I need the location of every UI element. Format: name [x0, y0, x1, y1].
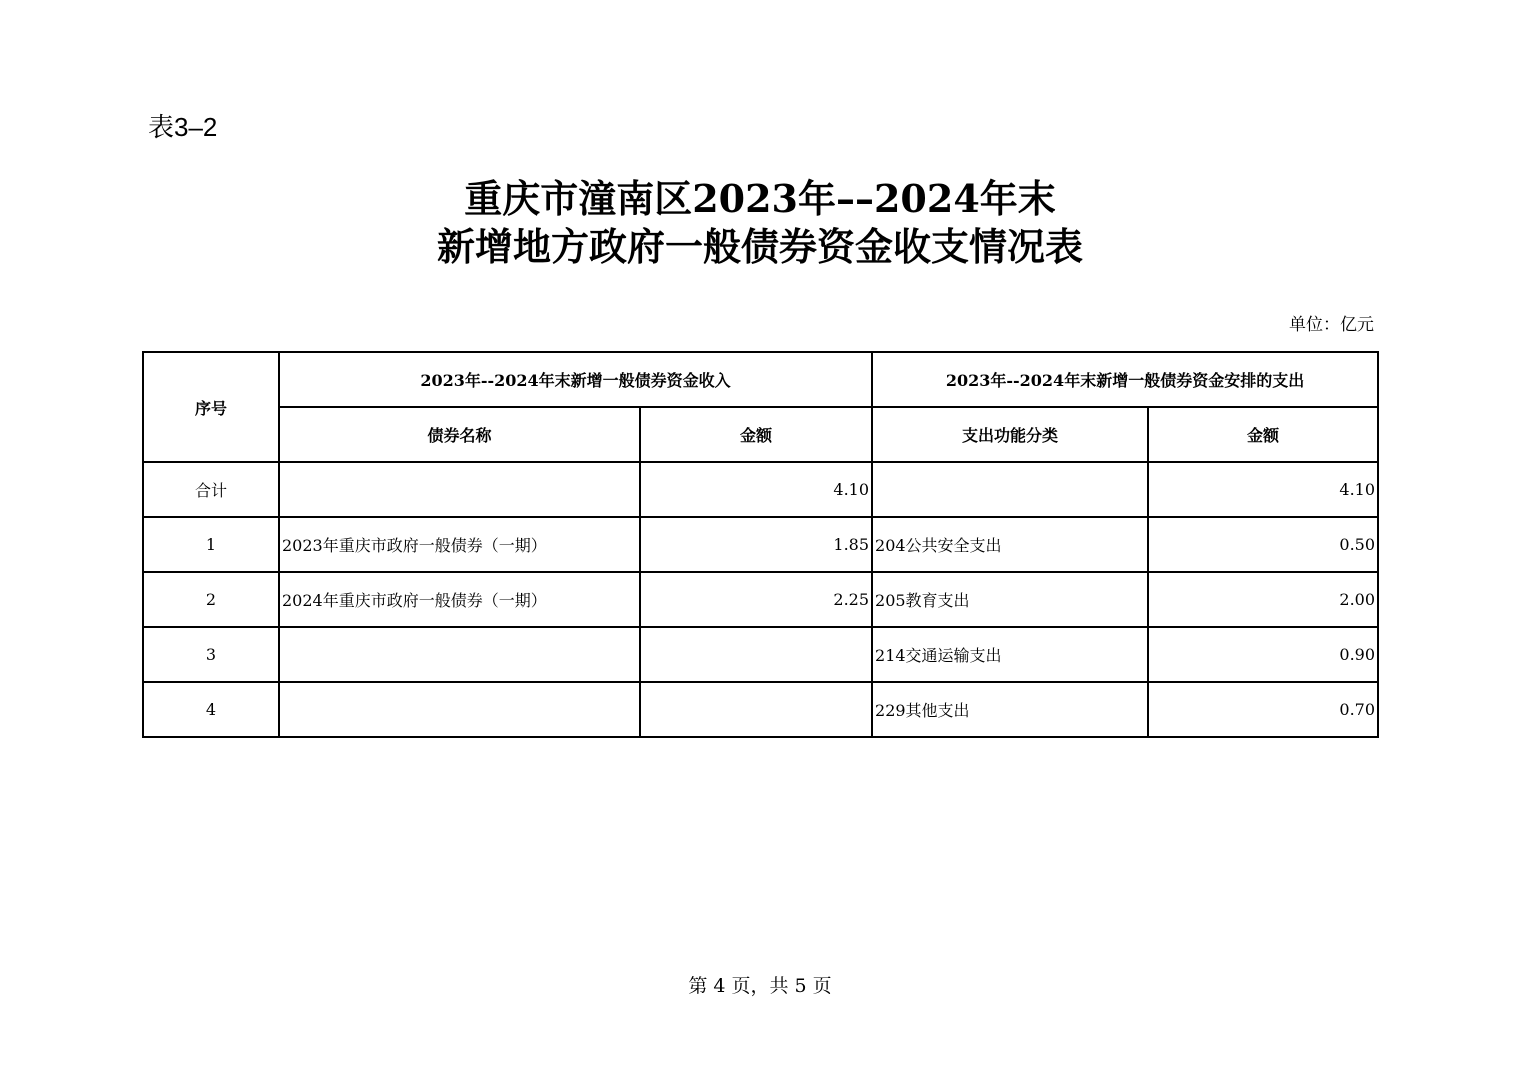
bond-name-cell: 2023年重庆市政府一般债券（一期）: [279, 517, 640, 572]
income-amount-cell: [640, 682, 872, 737]
bond-name-cell: [279, 682, 640, 737]
seq-cell: 1: [143, 517, 279, 572]
table-row: [143, 682, 1378, 737]
function-class-cell: 205教育支出: [872, 572, 1148, 627]
header-expense-amount: 金额: [1148, 407, 1378, 462]
header-row-1: [143, 352, 1378, 407]
seq-cell: 3: [143, 627, 279, 682]
table-row: [143, 627, 1378, 682]
title-line-2: 新增地方政府一般债券资金收支情况表: [436, 224, 1083, 269]
expense-amount-cell: 0.50: [1148, 517, 1378, 572]
header-income-group: 2023年--2024年末新增一般债券资金收入: [279, 352, 872, 407]
function-class-cell: [872, 462, 1148, 517]
header-row-2: [143, 407, 1378, 462]
unit-label: 单位：亿元: [1289, 315, 1374, 335]
bond-name-cell: 2024年重庆市政府一般债券（一期）: [279, 572, 640, 627]
seq-cell: 2: [143, 572, 279, 627]
header-function-class: 支出功能分类: [872, 407, 1148, 462]
header-income-amount: 金额: [640, 407, 872, 462]
income-amount-cell: 2.25: [640, 572, 872, 627]
page-footer: 第 4 页，共 5 页: [688, 975, 832, 997]
income-amount-cell: 1.85: [640, 517, 872, 572]
income-amount-cell: [640, 627, 872, 682]
table-row: [143, 572, 1378, 627]
income-amount-cell: 4.10: [640, 462, 872, 517]
expense-amount-cell: 4.10: [1148, 462, 1378, 517]
bond-name-cell: [279, 462, 640, 517]
table-row: [143, 517, 1378, 572]
expense-amount-cell: 0.70: [1148, 682, 1378, 737]
header-seq: 序号: [143, 352, 279, 462]
title-line-1: 重庆市潼南区2023年––2024年末: [464, 176, 1056, 221]
bond-name-cell: [279, 627, 640, 682]
header-expense-group: 2023年--2024年末新增一般债券资金安排的支出: [872, 352, 1378, 407]
seq-cell: 4: [143, 682, 279, 737]
function-class-cell: 229其他支出: [872, 682, 1148, 737]
table-row-total: [143, 462, 1378, 517]
function-class-cell: 214交通运输支出: [872, 627, 1148, 682]
table-number-label: 表3–2: [148, 112, 218, 142]
header-bond-name: 债券名称: [279, 407, 640, 462]
bond-funds-table: [142, 351, 1379, 738]
expense-amount-cell: 0.90: [1148, 627, 1378, 682]
expense-amount-cell: 2.00: [1148, 572, 1378, 627]
seq-cell: 合计: [143, 462, 279, 517]
function-class-cell: 204公共安全支出: [872, 517, 1148, 572]
